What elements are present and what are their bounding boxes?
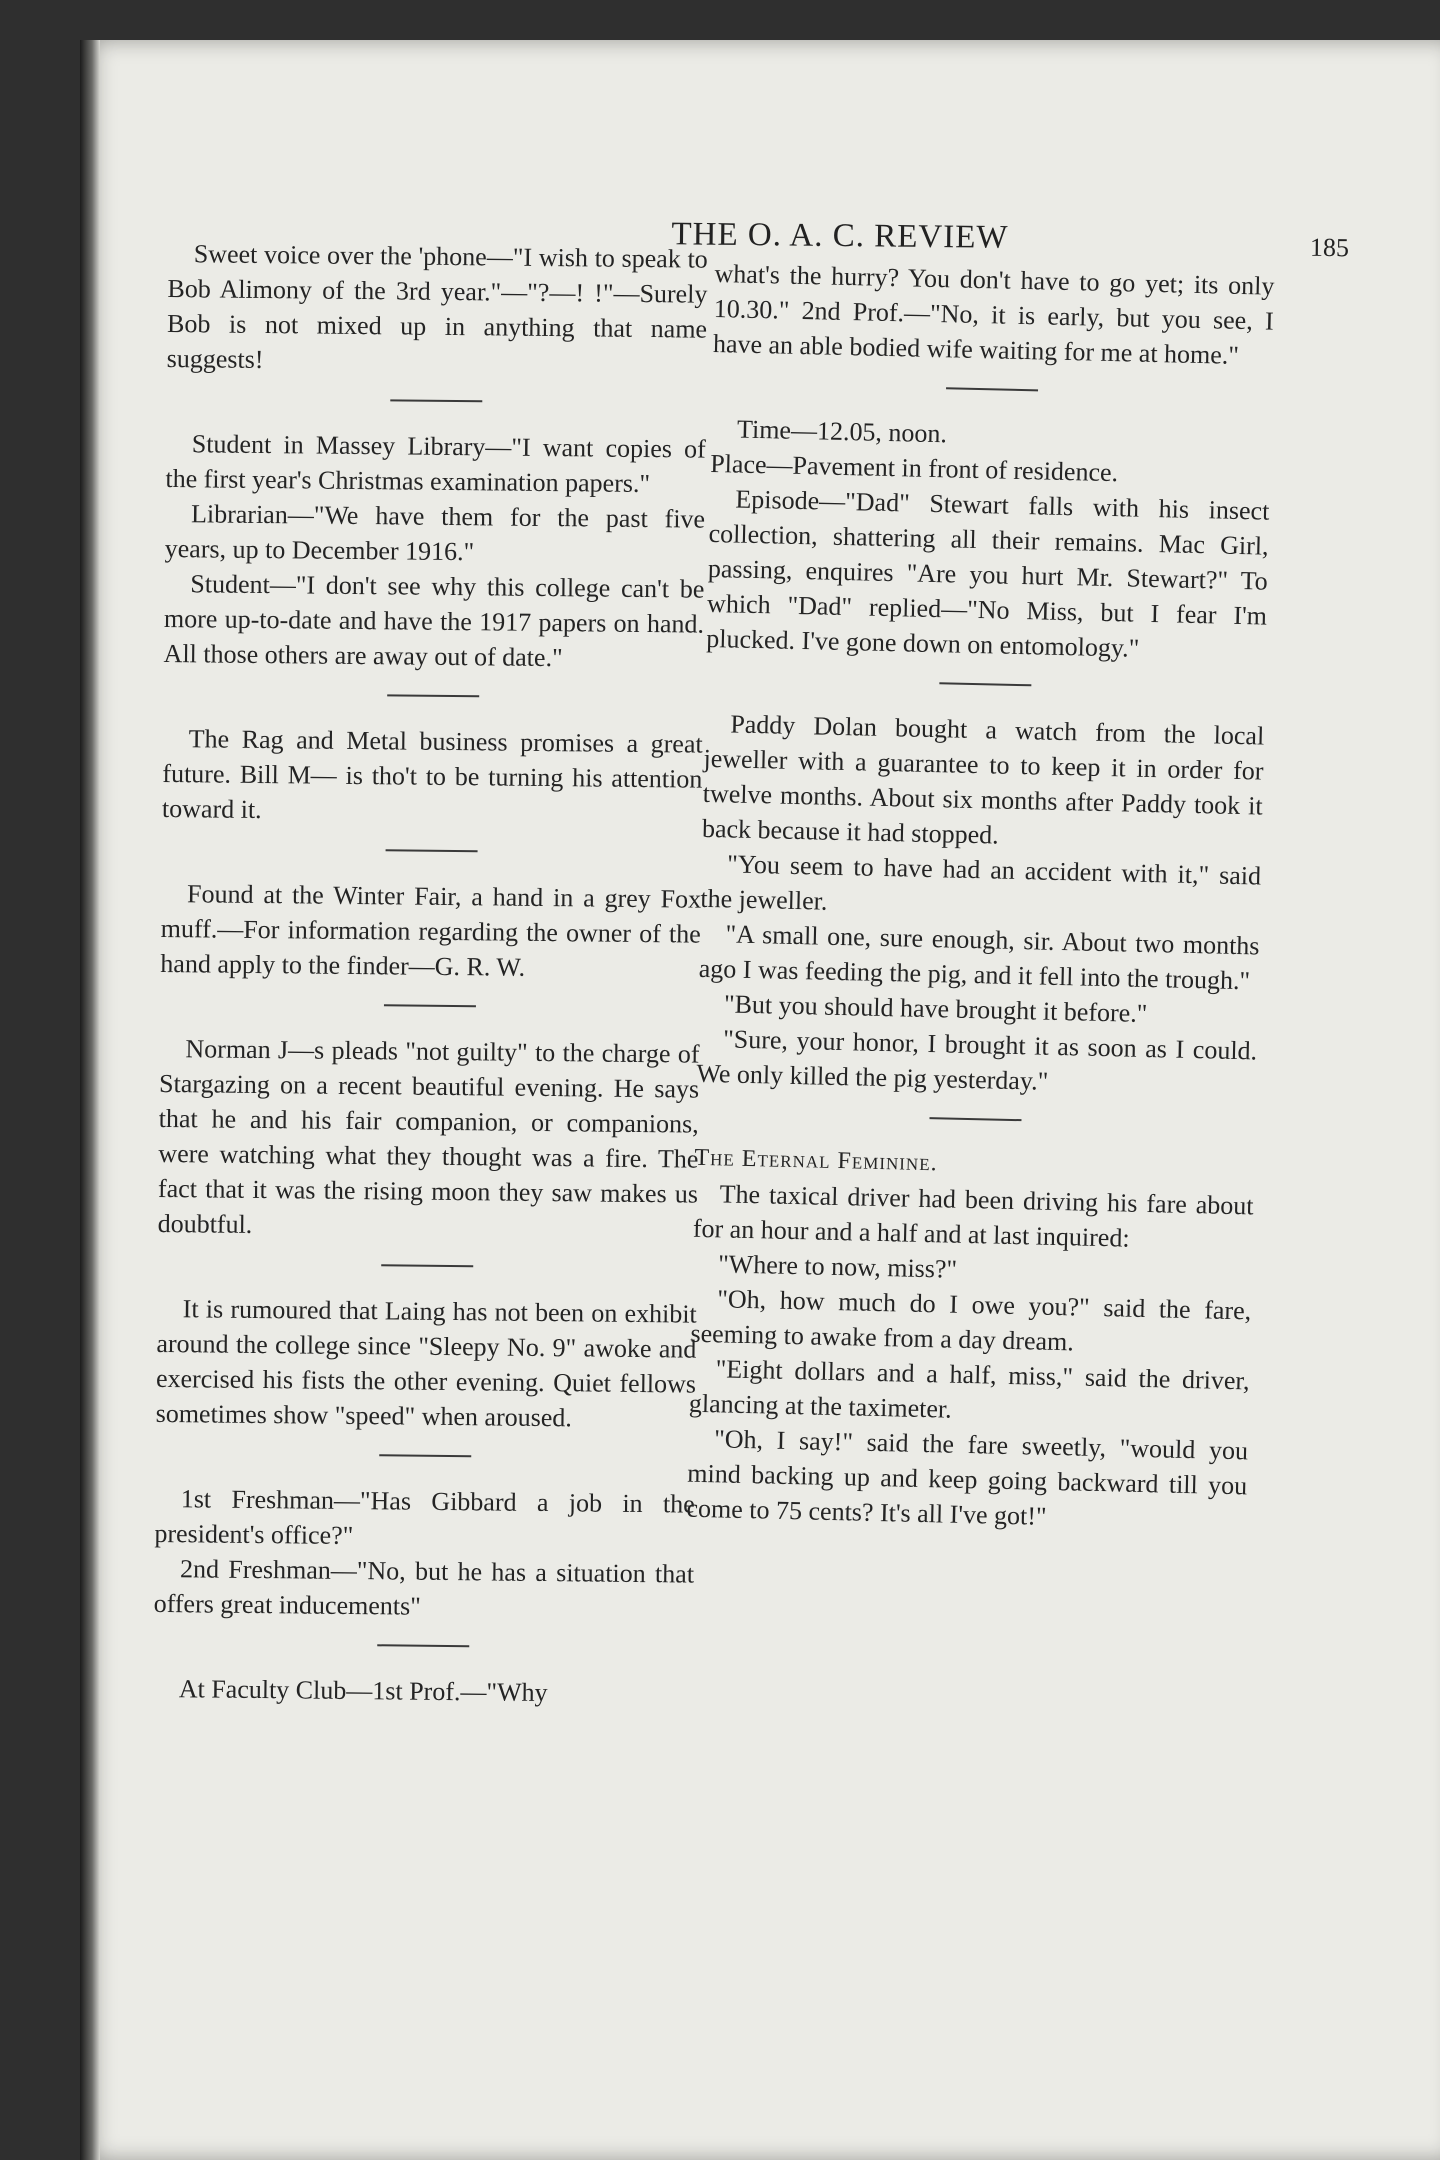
article-paragraph: "Oh, I say!" said the fare sweetly, "would you mind backing up and keep going backward till you come to 75 cents? It's all I've got!" [686, 1424, 1249, 1531]
article-paragraph: Sweet voice over the 'phone—"I wish to speak to Bob Alimony of the 3rd year."—"?—! !"—Surely Bob is not mixed up in anything that name suggests! [166, 239, 708, 375]
section-separator-rule [381, 1264, 473, 1267]
article-paragraph: "Eight dollars and a half, miss," said the driver, glancing at the taximeter. [688, 1354, 1250, 1424]
article-paragraph: It is rumoured that Laing has not been on exhibit around the college since "Sleepy No. 9" awoke and exercised his fists the other evening. Quiet fellows sometimes show "speed" when aroused. [155, 1294, 697, 1433]
article-paragraph: Student—"I don't see why this college can't be more up-to-date and have the 1917 papers on hand. All those others are away out of date." [163, 569, 705, 673]
section-separator-rule [390, 399, 482, 402]
article-paragraph: Episode—"Dad" Stewart falls with his insect collection, shattering all their remains. Mac Girl, passing, enquires "Are you hurt Mr. Stewart?" To which "Dad" replied—"No Miss, but I fear I'm plucked. I've gone down on entomology." [705, 484, 1270, 663]
article-paragraph: Paddy Dolan bought a watch from the local jeweller with a guarantee to to keep it in order for twelve months. About six months after Paddy took it back because it had stopped. [701, 709, 1265, 850]
section-separator-rule [929, 1117, 1021, 1121]
article-paragraph: Norman J—s pleads "not guilty" to the charge of Stargazing on a recent beautiful evening. He says that he and his fair companion, or companions, were watching what they thought was a fire. The fact that it was the rising moon they saw makes us doubtful. [157, 1034, 700, 1239]
section-separator-rule [386, 849, 478, 852]
section-separator-rule [377, 1644, 469, 1647]
article-paragraph: At Faculty Club—1st Prof.—"Why [178, 1674, 548, 1708]
article-paragraph: "Sure, your honor, I brought it as soon as I could. We only killed the pig yesterday." [696, 1024, 1258, 1096]
article-paragraph: "You seem to have had an accident with it," said the jeweller. [700, 849, 1262, 916]
article-paragraph: "Oh, how much do I owe you?" said the fare, seeming to awake from a day dream. [690, 1284, 1252, 1357]
article-paragraph: The taxical driver had been driving his fare about for an hour and a half and at last inquired: [692, 1179, 1254, 1253]
section-heading: The Eternal Feminine. [694, 1144, 938, 1177]
right-column [686, 256, 1275, 1538]
article-paragraph: Place—Pavement in front of residence. [709, 448, 1119, 488]
page-number: 185 [1309, 232, 1350, 263]
section-separator-rule [387, 694, 479, 697]
article-paragraph: 2nd Freshman—"No, but he has a situation that offers great inducements" [153, 1554, 695, 1621]
article-paragraph: Found at the Winter Fair, a hand in a grey Fox muff.—For information regarding the owner of the hand apply to the finder—G. R. W. [160, 879, 702, 982]
article-paragraph: "But you should have brought it before." [723, 989, 1148, 1029]
section-separator-rule [379, 1454, 471, 1457]
section-separator-rule [946, 387, 1038, 391]
article-paragraph: 1st Freshman—"Has Gibbard a job in the president's office?" [154, 1484, 695, 1551]
article-paragraph: "Where to now, miss?" [717, 1249, 958, 1284]
article-paragraph: Student in Massey Library—"I want copies of the first year's Christmas examination papers." [165, 429, 706, 499]
article-paragraph: what's the hurry? You don't have to go yet; its only 10.30." 2nd Prof.—"No, it is early, but you see, I have an able bodied wife waiting for me at home." [712, 258, 1275, 370]
book-spine-shadow [80, 40, 100, 2160]
article-paragraph: Time—12.05, noon. [736, 414, 948, 449]
article-paragraph: "A small one, sure enough, sir. About two months ago I was feeding the pig, and it fell into the trough." [698, 919, 1260, 996]
section-separator-rule [384, 1004, 476, 1007]
article-paragraph: Librarian—"We have them for the past five years, up to December 1916." [164, 499, 706, 567]
section-separator-rule [939, 682, 1031, 686]
running-header-title: THE O. A. C. REVIEW [671, 216, 1009, 256]
article-paragraph: The Rag and Metal business promises a great future. Bill M— is tho't to be turning his attention toward it. [161, 724, 703, 825]
left-column [153, 236, 708, 1712]
